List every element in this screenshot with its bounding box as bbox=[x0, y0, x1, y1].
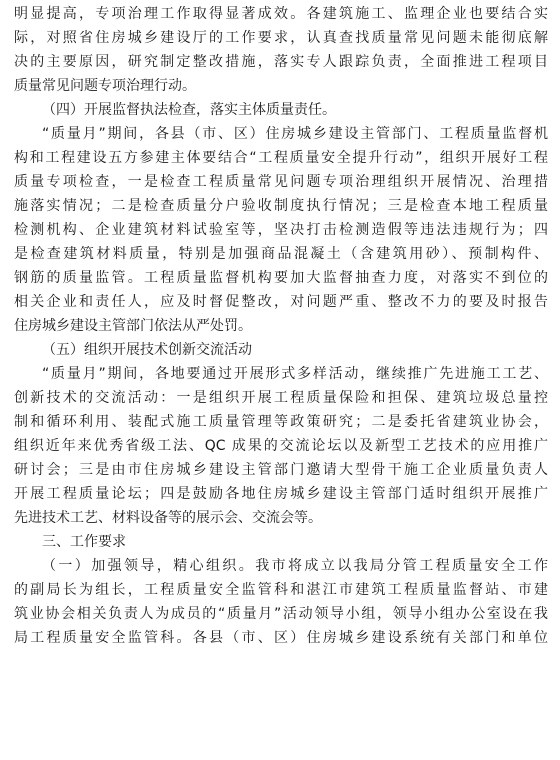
text-line: 创新技术的交流活动：一是组织开展工程质量保险和担保、建筑垃圾总量控 bbox=[14, 390, 548, 406]
text-line: 先进技术工艺、材料设备等的展示会、交流会等。 bbox=[14, 510, 322, 526]
text-line: 组织近年来优秀省级工法、QC 成果的交流论坛以及新型工艺技术的应用推广 bbox=[14, 438, 548, 454]
text-line: 际，对照省住房城乡建设厅的工作要求，认真查找质量常见问题未能彻底解 bbox=[14, 30, 548, 46]
text-line: “质量月”期间，各县（市、区）住房城乡建设主管部门、工程质量监督机 bbox=[42, 126, 548, 142]
text-line: 是检查建筑材料质量，特别是加强商品混凝土（含建筑用砂）、预制构件、 bbox=[14, 246, 548, 262]
text-line: 的副局长为组长，工程质量安全监管科和湛江市建筑工程质量监督站、市建 bbox=[14, 582, 548, 598]
text-line: 施落实情况；二是检查质量分户验收制度执行情况；三是检查本地工程质量 bbox=[14, 198, 548, 214]
text-line: 研讨会；三是由市住房城乡建设主管部门邀请大型骨干施工企业质量负责人 bbox=[14, 462, 548, 478]
text-line: “质量月”期间，各地要通过开展形式多样活动，继续推广先进施工工艺、 bbox=[42, 366, 548, 382]
text-line: 构和工程建设五方参建主体要结合“工程质量安全提升行动”，组织开展好工程 bbox=[14, 150, 548, 166]
document-body bbox=[14, 2, 548, 650]
text-line: 决的主要原因，研究制定整改措施，落实专人跟踪负责，全面推进工程项目 bbox=[14, 54, 548, 70]
text-line: 三、工作要求 bbox=[42, 534, 126, 550]
text-line: 筑业协会相关负责人为成员的“质量月”活动领导小组，领导小组办公室设在我 bbox=[14, 606, 548, 622]
text-line: 检测机构、企业建筑材料试验室等，坚决打击检测造假等违法违规行为；四 bbox=[14, 222, 548, 238]
text-line: 住房城乡建设主管部门依法从严处罚。 bbox=[14, 318, 252, 334]
text-line: （四）开展监督执法检查，落实主体质量责任。 bbox=[42, 102, 336, 118]
text-line: 钢筋的质量监管。工程质量监督机构要加大监督抽查力度，对落实不到位的 bbox=[14, 270, 548, 286]
text-line: 开展工程质量论坛；四是鼓励各地住房城乡建设主管部门适时组织开展推广 bbox=[14, 486, 548, 502]
text-line: 明显提高，专项治理工作取得显著成效。各建筑施工、监理企业也要结合实 bbox=[14, 6, 548, 22]
text-line: 相关企业和责任人，应及时督促整改，对问题严重、整改不力的要及时报告 bbox=[14, 294, 548, 310]
text-line: 质量常见问题专项治理行动。 bbox=[14, 78, 196, 94]
text-line: 质量专项检查，一是检查工程质量常见问题专项治理组织开展情况、治理措 bbox=[14, 174, 548, 190]
text-line: 制和循环利用、装配式施工质量管理等政策研究；二是委托省建筑业协会， bbox=[14, 414, 548, 430]
text-line: （一）加强领导，精心组织。我市将成立以我局分管工程质量安全工作 bbox=[42, 558, 548, 574]
text-line: 局工程质量安全监管科。各县（市、区）住房城乡建设系统有关部门和单位 bbox=[14, 630, 548, 646]
text-line: （五）组织开展技术创新交流活动 bbox=[42, 342, 252, 358]
